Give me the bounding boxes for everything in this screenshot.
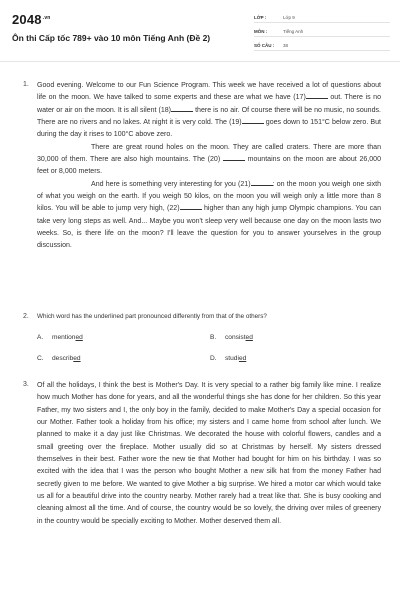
page-header [0, 0, 400, 62]
option-a[interactable]: A. mentioned [37, 334, 83, 341]
meta-subject [254, 26, 390, 37]
passage-paragraph: Of all the holidays, I think the best is Mother's Day. It is very special to a rather big family like mine. I realize how much Mother has done for years, and all the wonderful things she has done for her children. So this year Father, my two sisters and I, the only boy in the family, decided to make Mother's Day a special occasion for our Mother. Father took a holiday from his office; my sisters and I came home from school after lunch. We planned to make it a day just like Christmas. We decorated the house with colorful flowers, candles and a small greeting over the fireplace. Mother usually did so at Christmas by herself. My sisters dressed themselves in their best. Father wore the new tie that Mother had bought for him on his birthday. I was so excited with the idea that I was the person who bought Mother a new silk hat from the money Father had secretly given to me before. We wanted to give Mother a big surprise. We hired a motor car which would take us all for a beautiful drive into the country nearby. Mother rarely had a treat like that. She is busy cooking and cleaning almost all the time. And of course, the country would be so lovely, the driving over miles of greenery in the country would be specially exciting to Mother. Mother deserved them all. [37, 382, 381, 525]
exam-meta [254, 12, 390, 54]
blank-20[interactable] [223, 154, 245, 161]
meta-count [254, 40, 390, 51]
question-number: 2. [23, 313, 29, 320]
passage-paragraph: Good evening. Welcome to our Fun Science Program. This week we have received a lot of questions about life on the moon. We have talked to some experts and these are what we have (17) out. There is no water or air on the moon. It is all silent (18) there is no air. Of course there will be no music, no sounds. There are no rivers and no lakes. At night it is very cold. The (19) goes down to 151°C below zero. But during the day it rises to 100°C above zero. [37, 82, 382, 139]
question-passage [37, 380, 381, 599]
blank-22[interactable] [180, 203, 202, 210]
question-stem: Which word has the underlined part pronounced differently from that of the others? [37, 313, 267, 320]
blank-21[interactable] [251, 179, 273, 186]
site-logo[interactable]: $2048^{.vn}$ [12, 12, 51, 27]
meta-label: MÔN : [254, 28, 268, 34]
meta-label: SỐ CÂU : [254, 42, 275, 48]
meta-value: 38 [283, 42, 289, 48]
passage-paragraph: There are great round holes on the moon. They are called craters. There are more than 30,000 of them. There are also high mountains. The (20) mountains on the moon are about 26,000 feet or 8,000 meters. [37, 143, 381, 176]
meta-class [254, 12, 390, 23]
option-d[interactable]: D. studied [210, 355, 247, 362]
meta-label: LỚP : [254, 14, 267, 20]
blank-18[interactable] [171, 105, 193, 112]
meta-value: Tiếng Anh [283, 28, 304, 34]
exam-title: Ôn thi Cấp tốc 789+ vào 10 môn Tiếng Anh (Đề 2) [12, 33, 211, 43]
question-passage [37, 80, 381, 253]
blank-19[interactable] [242, 117, 264, 124]
question-number: 1. [23, 81, 29, 88]
meta-value: Lớp 9 [283, 14, 295, 20]
blank-17[interactable] [306, 92, 328, 99]
option-c[interactable]: C. described [37, 355, 81, 362]
option-b[interactable]: B. consisted [210, 334, 253, 341]
question-number: 3. [23, 381, 29, 388]
passage-paragraph: And here is something very interesting for you (21) : on the moon you weigh one sixth of what you weigh on the earth. If you weigh 50 kilos, on the moon you will weigh only a little more than 8 kilos. You will be able to jump very high, (22) higher than any high jump Olympic champions. You can take very long steps as well. And... Maybe you won't sleep very well because one day on the moon lasts two weeks. So, is there life on the moon? I'll leave the question for you to answer yourselves in the group discussion. [37, 180, 381, 250]
